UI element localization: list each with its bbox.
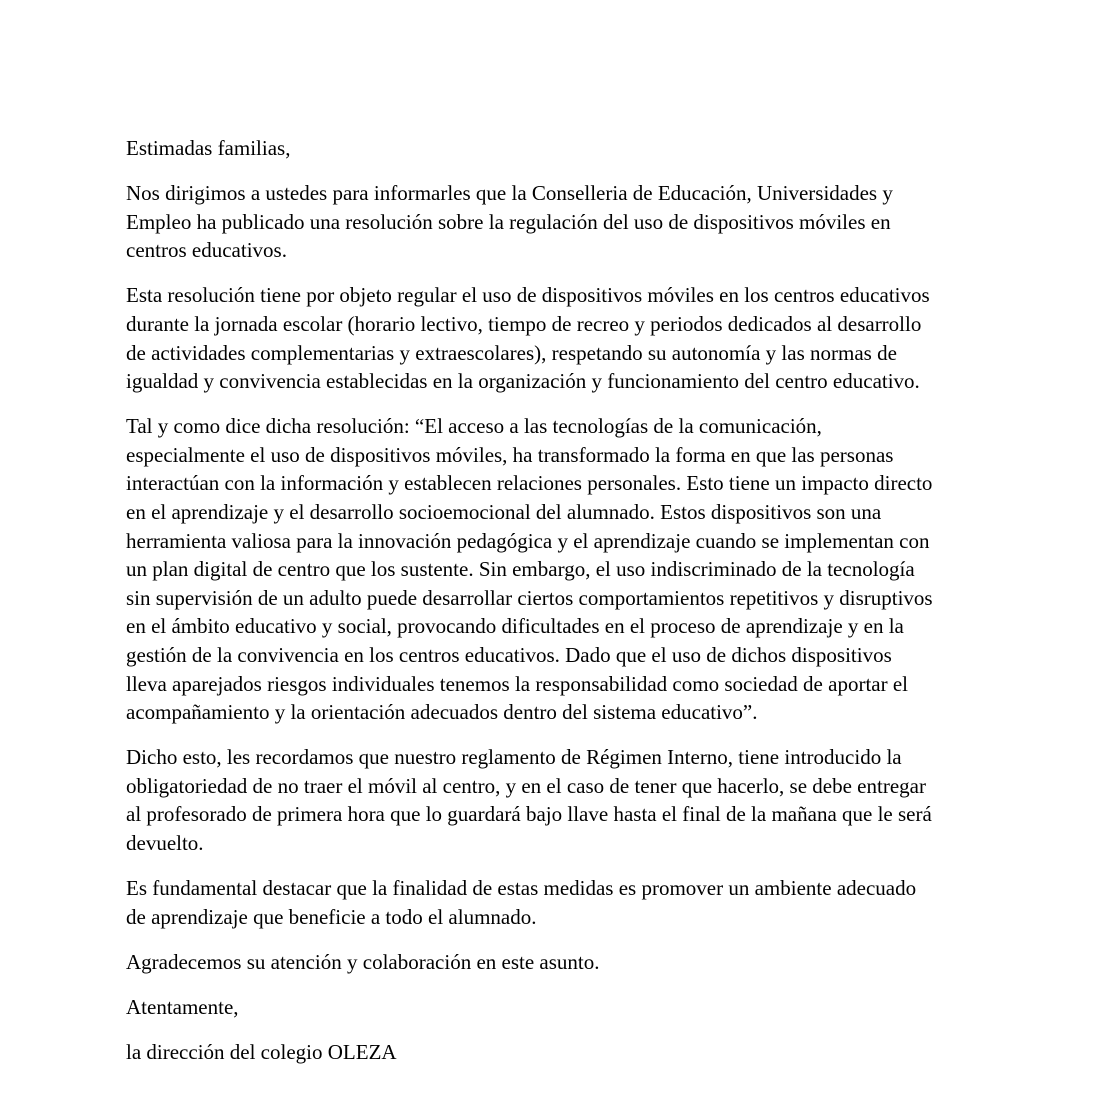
paragraph-objective [126, 281, 1026, 395]
text-line: de aprendizaje que beneficie a todo el alumnado. [126, 904, 537, 929]
paragraph-purpose [126, 874, 1026, 931]
letter [126, 134, 1026, 1083]
text-line: lleva aparejados riesgos individuales tenemos la responsabilidad como sociedad de aportar el [126, 671, 908, 696]
text-line: de actividades complementarias y extraescolares), respetando su autonomía y las normas de [126, 340, 897, 365]
text-line: interactúan con la información y establecen relaciones personales. Esto tiene un impacto directo [126, 471, 933, 496]
text-line: un plan digital de centro que los sustente. Sin embargo, el uso indiscriminado de la tecnología [126, 557, 915, 582]
closing-line: Atentamente, [126, 994, 239, 1019]
signature [126, 1038, 1026, 1067]
closing [126, 993, 1026, 1022]
text-line: sin supervisión de un adulto puede desarrollar ciertos comportamientos repetitivos y disruptivos [126, 585, 933, 610]
text-line: acompañamiento y la orientación adecuados dentro del sistema educativo”. [126, 700, 758, 725]
paragraph-rules [126, 743, 1026, 857]
text-line: en el aprendizaje y el desarrollo socioemocional del alumnado. Estos dispositivos son una [126, 500, 882, 525]
paragraph-thanks [126, 948, 1026, 977]
text-line: al profesorado de primera hora que lo guardará bajo llave hasta el final de la mañana que le será [126, 802, 932, 827]
text-line: gestión de la convivencia en los centros educativos. Dado que el uso de dichos dispositivos [126, 643, 892, 667]
greeting-line: Estimadas familias, [126, 136, 291, 160]
text-line: igualdad y convivencia establecidas en la organización y funcionamiento del centro educativo. [126, 369, 920, 394]
text-line: Esta resolución tiene por objeto regular el uso de dispositivos móviles en los centros educativos [126, 283, 930, 308]
paragraph-announcement [126, 179, 1026, 265]
text-line: durante la jornada escolar (horario lectivo, tiempo de recreo y periodos dedicados al desarrollo [126, 311, 922, 336]
text-line: Nos dirigimos a ustedes para informarles que la Conselleria de Educación, Universidades y [126, 181, 893, 206]
signature-line: la dirección del colegio OLEZA [126, 1040, 397, 1065]
text-line: especialmente el uso de dispositivos móviles, ha transformado la forma en que las personas [126, 442, 894, 467]
text-line: Dicho esto, les recordamos que nuestro reglamento de Régimen Interno, tiene introducido la [126, 745, 902, 770]
paragraph-quote [126, 412, 1026, 727]
text-line: en el ámbito educativo y social, provocando dificultades en el proceso de aprendizaje y en la [126, 614, 904, 639]
text-line: devuelto. [126, 831, 204, 856]
text-line: Agradecemos su atención y colaboración en este asunto. [126, 949, 600, 974]
text-line: obligatoriedad de no traer el móvil al centro, y en el caso de tener que hacerlo, se debe entregar [126, 773, 926, 798]
text-line: Es fundamental destacar que la finalidad de estas medidas es promover un ambiente adecuado [126, 876, 917, 901]
text-line: Tal y como dice dicha resolución: “El acceso a las tecnologías de la comunicación, [126, 414, 822, 439]
text-line: Empleo ha publicado una resolución sobre la regulación del uso de dispositivos móviles en [126, 209, 891, 234]
text-line: centros educativos. [126, 238, 287, 263]
text-line: herramienta valiosa para la innovación pedagógica y el aprendizaje cuando se implementan con [126, 528, 930, 553]
greeting [126, 134, 1026, 163]
